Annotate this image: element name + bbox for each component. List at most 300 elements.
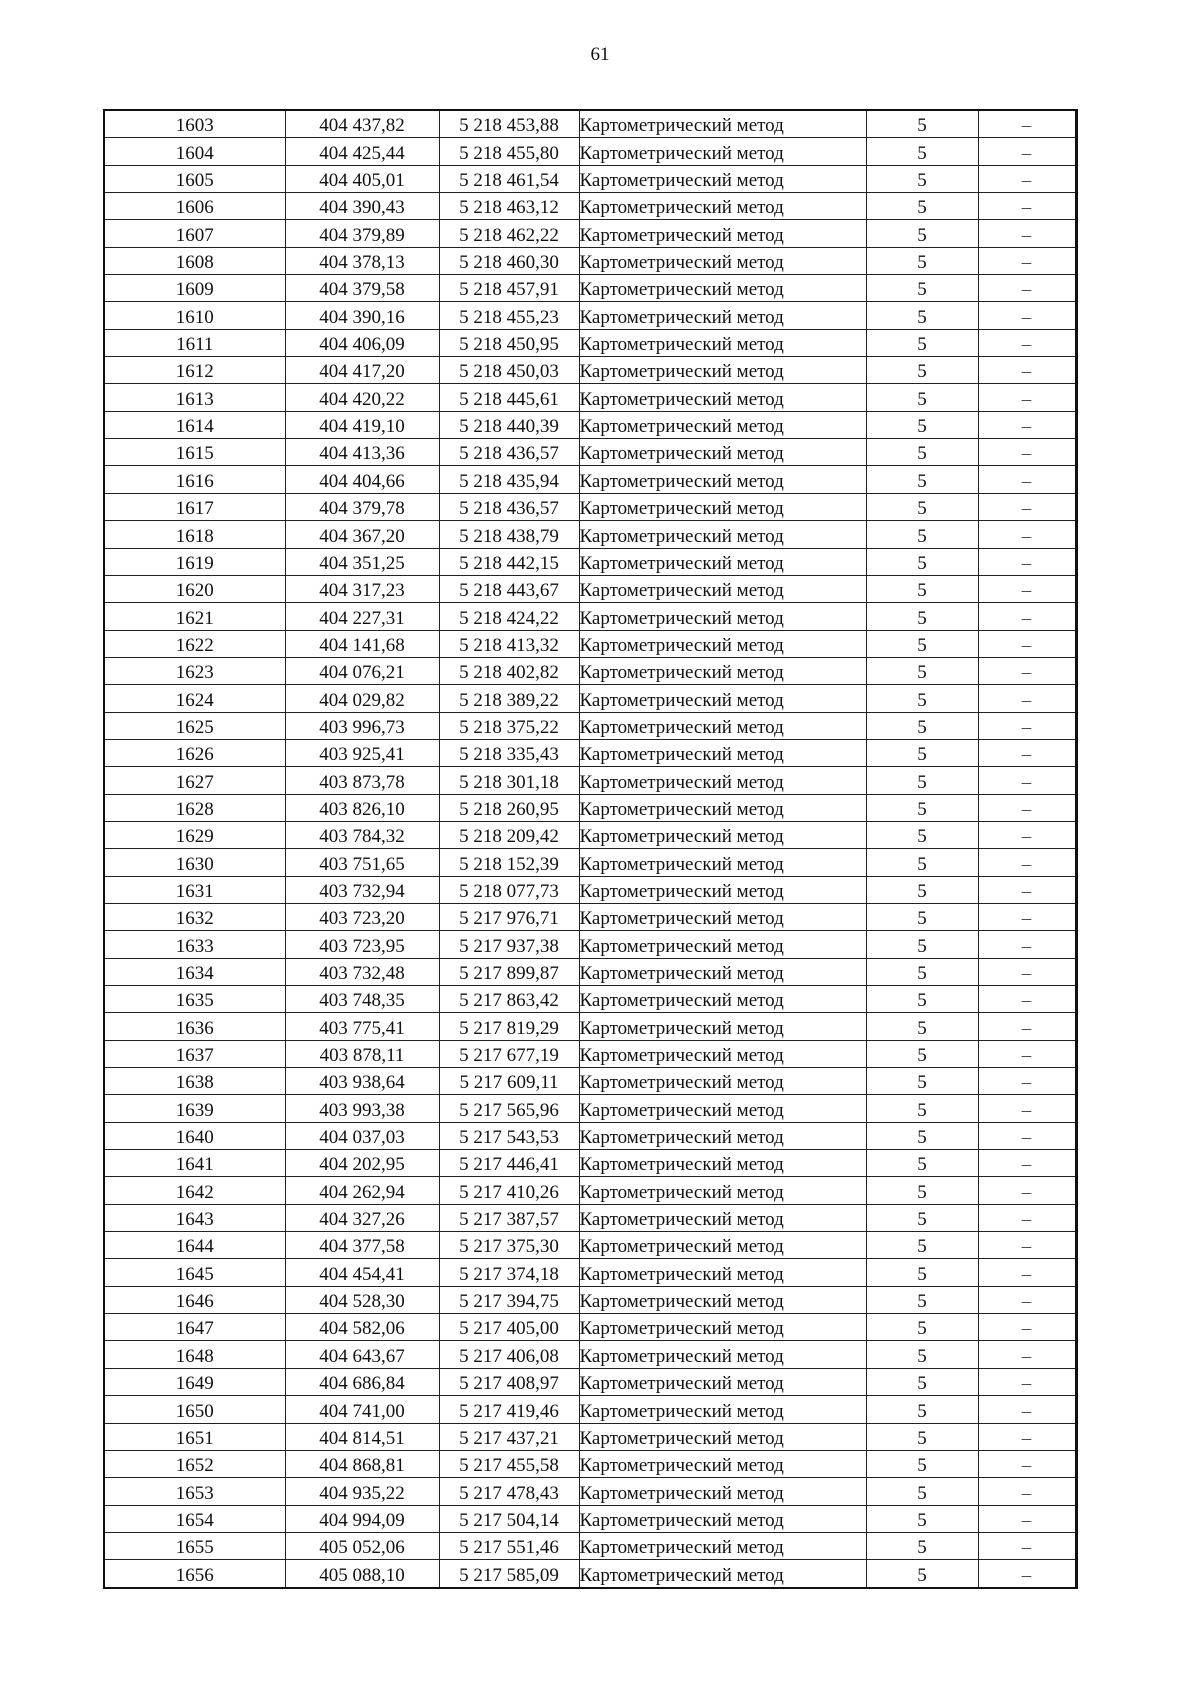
- y-coordinate-cell: 5 218 445,61: [439, 384, 579, 411]
- method-cell: Картометрический метод: [579, 739, 866, 766]
- method-cell: Картометрический метод: [579, 1204, 866, 1231]
- y-coordinate-cell: 5 217 387,57: [439, 1204, 579, 1231]
- x-coordinate-cell: 403 751,65: [285, 849, 439, 876]
- page-number: 61: [590, 44, 610, 65]
- x-coordinate-cell: 404 377,58: [285, 1232, 439, 1259]
- note-cell: –: [978, 411, 1076, 438]
- accuracy-cell: 5: [866, 439, 978, 466]
- y-coordinate-cell: 5 217 410,26: [439, 1177, 579, 1204]
- accuracy-cell: 5: [866, 110, 978, 138]
- point-number-cell: 1644: [104, 1232, 285, 1259]
- point-number-cell: 1641: [104, 1150, 285, 1177]
- note-cell: –: [978, 439, 1076, 466]
- point-number-cell: 1632: [104, 903, 285, 930]
- point-number-cell: 1648: [104, 1341, 285, 1368]
- x-coordinate-cell: 404 994,09: [285, 1505, 439, 1532]
- method-cell: Картометрический метод: [579, 1040, 866, 1067]
- x-coordinate-cell: 404 390,43: [285, 193, 439, 220]
- method-cell: Картометрический метод: [579, 1505, 866, 1532]
- table-row: [104, 1450, 1076, 1477]
- note-cell: –: [978, 1450, 1076, 1477]
- x-coordinate-cell: 403 993,38: [285, 1095, 439, 1122]
- table-row: [104, 220, 1076, 247]
- method-cell: Картометрический метод: [579, 1286, 866, 1313]
- accuracy-cell: 5: [866, 1232, 978, 1259]
- accuracy-cell: 5: [866, 1450, 978, 1477]
- x-coordinate-cell: 405 052,06: [285, 1532, 439, 1559]
- method-cell: Картометрический метод: [579, 439, 866, 466]
- note-cell: –: [978, 657, 1076, 684]
- x-coordinate-cell: 403 775,41: [285, 1013, 439, 1040]
- note-cell: –: [978, 1423, 1076, 1450]
- accuracy-cell: 5: [866, 958, 978, 985]
- table-row: [104, 357, 1076, 384]
- table-row: [104, 1396, 1076, 1423]
- table-row: [104, 193, 1076, 220]
- method-cell: Картометрический метод: [579, 767, 866, 794]
- note-cell: –: [978, 1532, 1076, 1559]
- note-cell: –: [978, 712, 1076, 739]
- x-coordinate-cell: 404 141,68: [285, 630, 439, 657]
- method-cell: Картометрический метод: [579, 1560, 866, 1588]
- table-row: [104, 1286, 1076, 1313]
- note-cell: –: [978, 1560, 1076, 1588]
- point-number-cell: 1612: [104, 357, 285, 384]
- note-cell: –: [978, 521, 1076, 548]
- x-coordinate-cell: 404 814,51: [285, 1423, 439, 1450]
- method-cell: Картометрический метод: [579, 384, 866, 411]
- x-coordinate-cell: 403 732,48: [285, 958, 439, 985]
- method-cell: Картометрический метод: [579, 1013, 866, 1040]
- y-coordinate-cell: 5 218 457,91: [439, 275, 579, 302]
- method-cell: Картометрический метод: [579, 821, 866, 848]
- note-cell: –: [978, 1095, 1076, 1122]
- accuracy-cell: 5: [866, 685, 978, 712]
- method-cell: Картометрический метод: [579, 1232, 866, 1259]
- accuracy-cell: 5: [866, 1068, 978, 1095]
- point-number-cell: 1643: [104, 1204, 285, 1231]
- x-coordinate-cell: 404 643,67: [285, 1341, 439, 1368]
- table-row: [104, 110, 1076, 138]
- method-cell: Картометрический метод: [579, 110, 866, 138]
- note-cell: –: [978, 958, 1076, 985]
- point-number-cell: 1631: [104, 876, 285, 903]
- x-coordinate-cell: 404 390,16: [285, 302, 439, 329]
- y-coordinate-cell: 5 217 976,71: [439, 903, 579, 930]
- y-coordinate-cell: 5 218 450,95: [439, 329, 579, 356]
- x-coordinate-cell: 403 826,10: [285, 794, 439, 821]
- accuracy-cell: 5: [866, 849, 978, 876]
- method-cell: Картометрический метод: [579, 493, 866, 520]
- y-coordinate-cell: 5 217 478,43: [439, 1478, 579, 1505]
- accuracy-cell: 5: [866, 1013, 978, 1040]
- coordinates-table-body: [104, 110, 1076, 1588]
- note-cell: –: [978, 138, 1076, 165]
- point-number-cell: 1613: [104, 384, 285, 411]
- table-row: [104, 411, 1076, 438]
- table-row: [104, 275, 1076, 302]
- y-coordinate-cell: 5 218 462,22: [439, 220, 579, 247]
- point-number-cell: 1606: [104, 193, 285, 220]
- x-coordinate-cell: 404 406,09: [285, 329, 439, 356]
- table-row: [104, 630, 1076, 657]
- point-number-cell: 1634: [104, 958, 285, 985]
- y-coordinate-cell: 5 217 819,29: [439, 1013, 579, 1040]
- method-cell: Картометрический метод: [579, 1478, 866, 1505]
- x-coordinate-cell: 404 868,81: [285, 1450, 439, 1477]
- y-coordinate-cell: 5 217 551,46: [439, 1532, 579, 1559]
- note-cell: –: [978, 603, 1076, 630]
- table-row: [104, 1095, 1076, 1122]
- note-cell: –: [978, 1396, 1076, 1423]
- table-row: [104, 1478, 1076, 1505]
- y-coordinate-cell: 5 218 152,39: [439, 849, 579, 876]
- table-row: [104, 302, 1076, 329]
- accuracy-cell: 5: [866, 821, 978, 848]
- note-cell: –: [978, 767, 1076, 794]
- table-row: [104, 1177, 1076, 1204]
- table-row: [104, 1040, 1076, 1067]
- point-number-cell: 1618: [104, 521, 285, 548]
- note-cell: –: [978, 903, 1076, 930]
- note-cell: –: [978, 1013, 1076, 1040]
- note-cell: –: [978, 1368, 1076, 1395]
- accuracy-cell: 5: [866, 1505, 978, 1532]
- method-cell: Картометрический метод: [579, 548, 866, 575]
- x-coordinate-cell: 404 379,58: [285, 275, 439, 302]
- x-coordinate-cell: 404 029,82: [285, 685, 439, 712]
- method-cell: Картометрический метод: [579, 329, 866, 356]
- method-cell: Картометрический метод: [579, 849, 866, 876]
- accuracy-cell: 5: [866, 302, 978, 329]
- method-cell: Картометрический метод: [579, 1095, 866, 1122]
- note-cell: –: [978, 1341, 1076, 1368]
- accuracy-cell: 5: [866, 1259, 978, 1286]
- y-coordinate-cell: 5 218 209,42: [439, 821, 579, 848]
- accuracy-cell: 5: [866, 247, 978, 274]
- y-coordinate-cell: 5 218 436,57: [439, 439, 579, 466]
- method-cell: Картометрический метод: [579, 466, 866, 493]
- point-number-cell: 1616: [104, 466, 285, 493]
- point-number-cell: 1624: [104, 685, 285, 712]
- y-coordinate-cell: 5 218 455,80: [439, 138, 579, 165]
- note-cell: –: [978, 1314, 1076, 1341]
- accuracy-cell: 5: [866, 767, 978, 794]
- accuracy-cell: 5: [866, 630, 978, 657]
- point-number-cell: 1626: [104, 739, 285, 766]
- point-number-cell: 1636: [104, 1013, 285, 1040]
- x-coordinate-cell: 403 996,73: [285, 712, 439, 739]
- accuracy-cell: 5: [866, 1341, 978, 1368]
- accuracy-cell: 5: [866, 329, 978, 356]
- note-cell: –: [978, 275, 1076, 302]
- note-cell: –: [978, 986, 1076, 1013]
- method-cell: Картометрический метод: [579, 138, 866, 165]
- x-coordinate-cell: 404 417,20: [285, 357, 439, 384]
- y-coordinate-cell: 5 218 460,30: [439, 247, 579, 274]
- accuracy-cell: 5: [866, 275, 978, 302]
- point-number-cell: 1638: [104, 1068, 285, 1095]
- accuracy-cell: 5: [866, 1040, 978, 1067]
- method-cell: Картометрический метод: [579, 193, 866, 220]
- point-number-cell: 1646: [104, 1286, 285, 1313]
- point-number-cell: 1653: [104, 1478, 285, 1505]
- method-cell: Картометрический метод: [579, 1122, 866, 1149]
- x-coordinate-cell: 404 405,01: [285, 165, 439, 192]
- table-row: [104, 1505, 1076, 1532]
- accuracy-cell: 5: [866, 657, 978, 684]
- y-coordinate-cell: 5 218 442,15: [439, 548, 579, 575]
- note-cell: –: [978, 794, 1076, 821]
- accuracy-cell: 5: [866, 548, 978, 575]
- point-number-cell: 1633: [104, 931, 285, 958]
- table-row: [104, 1068, 1076, 1095]
- accuracy-cell: 5: [866, 794, 978, 821]
- x-coordinate-cell: 404 076,21: [285, 657, 439, 684]
- note-cell: –: [978, 247, 1076, 274]
- y-coordinate-cell: 5 217 374,18: [439, 1259, 579, 1286]
- method-cell: Картометрический метод: [579, 1150, 866, 1177]
- table-row: [104, 685, 1076, 712]
- accuracy-cell: 5: [866, 986, 978, 1013]
- accuracy-cell: 5: [866, 466, 978, 493]
- table-row: [104, 1314, 1076, 1341]
- table-row: [104, 575, 1076, 602]
- table-row: [104, 876, 1076, 903]
- point-number-cell: 1621: [104, 603, 285, 630]
- point-number-cell: 1627: [104, 767, 285, 794]
- y-coordinate-cell: 5 218 301,18: [439, 767, 579, 794]
- accuracy-cell: 5: [866, 1122, 978, 1149]
- y-coordinate-cell: 5 217 406,08: [439, 1341, 579, 1368]
- table-row: [104, 1122, 1076, 1149]
- table-row: [104, 603, 1076, 630]
- y-coordinate-cell: 5 218 389,22: [439, 685, 579, 712]
- table-row: [104, 1013, 1076, 1040]
- method-cell: Картометрический метод: [579, 876, 866, 903]
- table-row: [104, 794, 1076, 821]
- y-coordinate-cell: 5 218 453,88: [439, 110, 579, 138]
- y-coordinate-cell: 5 217 375,30: [439, 1232, 579, 1259]
- table-row: [104, 1560, 1076, 1588]
- y-coordinate-cell: 5 218 402,82: [439, 657, 579, 684]
- x-coordinate-cell: 403 938,64: [285, 1068, 439, 1095]
- method-cell: Картометрический метод: [579, 165, 866, 192]
- x-coordinate-cell: 404 262,94: [285, 1177, 439, 1204]
- note-cell: –: [978, 1150, 1076, 1177]
- x-coordinate-cell: 404 425,44: [285, 138, 439, 165]
- table-row: [104, 821, 1076, 848]
- table-row: [104, 493, 1076, 520]
- accuracy-cell: 5: [866, 165, 978, 192]
- y-coordinate-cell: 5 218 375,22: [439, 712, 579, 739]
- y-coordinate-cell: 5 217 419,46: [439, 1396, 579, 1423]
- y-coordinate-cell: 5 218 436,57: [439, 493, 579, 520]
- method-cell: Картометрический метод: [579, 630, 866, 657]
- point-number-cell: 1630: [104, 849, 285, 876]
- point-number-cell: 1652: [104, 1450, 285, 1477]
- note-cell: –: [978, 384, 1076, 411]
- note-cell: –: [978, 1286, 1076, 1313]
- method-cell: Картометрический метод: [579, 357, 866, 384]
- note-cell: –: [978, 821, 1076, 848]
- note-cell: –: [978, 1122, 1076, 1149]
- note-cell: –: [978, 1478, 1076, 1505]
- point-number-cell: 1647: [104, 1314, 285, 1341]
- x-coordinate-cell: 404 227,31: [285, 603, 439, 630]
- note-cell: –: [978, 220, 1076, 247]
- table-row: [104, 548, 1076, 575]
- y-coordinate-cell: 5 217 899,87: [439, 958, 579, 985]
- x-coordinate-cell: 404 454,41: [285, 1259, 439, 1286]
- point-number-cell: 1640: [104, 1122, 285, 1149]
- point-number-cell: 1617: [104, 493, 285, 520]
- table-row: [104, 1423, 1076, 1450]
- method-cell: Картометрический метод: [579, 1450, 866, 1477]
- point-number-cell: 1605: [104, 165, 285, 192]
- method-cell: Картометрический метод: [579, 1068, 866, 1095]
- accuracy-cell: 5: [866, 357, 978, 384]
- point-number-cell: 1625: [104, 712, 285, 739]
- x-coordinate-cell: 404 582,06: [285, 1314, 439, 1341]
- y-coordinate-cell: 5 217 565,96: [439, 1095, 579, 1122]
- accuracy-cell: 5: [866, 1478, 978, 1505]
- accuracy-cell: 5: [866, 603, 978, 630]
- table-row: [104, 1150, 1076, 1177]
- note-cell: –: [978, 630, 1076, 657]
- point-number-cell: 1604: [104, 138, 285, 165]
- note-cell: –: [978, 1204, 1076, 1231]
- accuracy-cell: 5: [866, 739, 978, 766]
- accuracy-cell: 5: [866, 1560, 978, 1588]
- x-coordinate-cell: 403 925,41: [285, 739, 439, 766]
- x-coordinate-cell: 404 404,66: [285, 466, 439, 493]
- method-cell: Картометрический метод: [579, 1177, 866, 1204]
- table-row: [104, 1204, 1076, 1231]
- accuracy-cell: 5: [866, 193, 978, 220]
- table-row: [104, 1532, 1076, 1559]
- point-number-cell: 1619: [104, 548, 285, 575]
- accuracy-cell: 5: [866, 1204, 978, 1231]
- table-row: [104, 384, 1076, 411]
- y-coordinate-cell: 5 218 335,43: [439, 739, 579, 766]
- table-row: [104, 521, 1076, 548]
- point-number-cell: 1608: [104, 247, 285, 274]
- point-number-cell: 1651: [104, 1423, 285, 1450]
- note-cell: –: [978, 466, 1076, 493]
- method-cell: Картометрический метод: [579, 712, 866, 739]
- accuracy-cell: 5: [866, 575, 978, 602]
- method-cell: Картометрический метод: [579, 931, 866, 958]
- y-coordinate-cell: 5 217 863,42: [439, 986, 579, 1013]
- accuracy-cell: 5: [866, 1095, 978, 1122]
- table-row: [104, 903, 1076, 930]
- accuracy-cell: 5: [866, 1150, 978, 1177]
- x-coordinate-cell: 404 351,25: [285, 548, 439, 575]
- x-coordinate-cell: 404 379,89: [285, 220, 439, 247]
- method-cell: Картометрический метод: [579, 302, 866, 329]
- table-row: [104, 1259, 1076, 1286]
- y-coordinate-cell: 5 218 260,95: [439, 794, 579, 821]
- y-coordinate-cell: 5 218 438,79: [439, 521, 579, 548]
- accuracy-cell: 5: [866, 1314, 978, 1341]
- point-number-cell: 1609: [104, 275, 285, 302]
- note-cell: –: [978, 1040, 1076, 1067]
- method-cell: Картометрический метод: [579, 411, 866, 438]
- y-coordinate-cell: 5 218 455,23: [439, 302, 579, 329]
- y-coordinate-cell: 5 218 450,03: [439, 357, 579, 384]
- note-cell: –: [978, 931, 1076, 958]
- table-row: [104, 1368, 1076, 1395]
- x-coordinate-cell: 404 741,00: [285, 1396, 439, 1423]
- x-coordinate-cell: 404 327,26: [285, 1204, 439, 1231]
- note-cell: –: [978, 548, 1076, 575]
- y-coordinate-cell: 5 217 609,11: [439, 1068, 579, 1095]
- table-row: [104, 712, 1076, 739]
- note-cell: –: [978, 876, 1076, 903]
- method-cell: Картометрический метод: [579, 275, 866, 302]
- x-coordinate-cell: 404 202,95: [285, 1150, 439, 1177]
- y-coordinate-cell: 5 218 461,54: [439, 165, 579, 192]
- note-cell: –: [978, 849, 1076, 876]
- method-cell: Картометрический метод: [579, 1396, 866, 1423]
- table-row: [104, 986, 1076, 1013]
- note-cell: –: [978, 165, 1076, 192]
- table-row: [104, 165, 1076, 192]
- table-row: [104, 138, 1076, 165]
- x-coordinate-cell: 404 420,22: [285, 384, 439, 411]
- table-row: [104, 958, 1076, 985]
- method-cell: Картометрический метод: [579, 794, 866, 821]
- point-number-cell: 1642: [104, 1177, 285, 1204]
- note-cell: –: [978, 193, 1076, 220]
- method-cell: Картометрический метод: [579, 247, 866, 274]
- method-cell: Картометрический метод: [579, 685, 866, 712]
- y-coordinate-cell: 5 218 077,73: [439, 876, 579, 903]
- point-number-cell: 1639: [104, 1095, 285, 1122]
- x-coordinate-cell: 404 528,30: [285, 1286, 439, 1313]
- point-number-cell: 1637: [104, 1040, 285, 1067]
- note-cell: –: [978, 1177, 1076, 1204]
- method-cell: Картометрический метод: [579, 1341, 866, 1368]
- table-row: [104, 247, 1076, 274]
- note-cell: –: [978, 302, 1076, 329]
- y-coordinate-cell: 5 218 443,67: [439, 575, 579, 602]
- y-coordinate-cell: 5 217 408,97: [439, 1368, 579, 1395]
- method-cell: Картометрический метод: [579, 1368, 866, 1395]
- y-coordinate-cell: 5 217 437,21: [439, 1423, 579, 1450]
- accuracy-cell: 5: [866, 1177, 978, 1204]
- method-cell: Картометрический метод: [579, 1259, 866, 1286]
- point-number-cell: 1654: [104, 1505, 285, 1532]
- x-coordinate-cell: 403 878,11: [285, 1040, 439, 1067]
- x-coordinate-cell: 403 784,32: [285, 821, 439, 848]
- accuracy-cell: 5: [866, 1532, 978, 1559]
- table-row: [104, 439, 1076, 466]
- x-coordinate-cell: 405 088,10: [285, 1560, 439, 1588]
- method-cell: Картометрический метод: [579, 1423, 866, 1450]
- x-coordinate-cell: 404 413,36: [285, 439, 439, 466]
- point-number-cell: 1603: [104, 110, 285, 138]
- x-coordinate-cell: 403 723,20: [285, 903, 439, 930]
- y-coordinate-cell: 5 217 937,38: [439, 931, 579, 958]
- point-number-cell: 1656: [104, 1560, 285, 1588]
- note-cell: –: [978, 685, 1076, 712]
- point-number-cell: 1620: [104, 575, 285, 602]
- point-number-cell: 1615: [104, 439, 285, 466]
- x-coordinate-cell: 404 419,10: [285, 411, 439, 438]
- table-row: [104, 1232, 1076, 1259]
